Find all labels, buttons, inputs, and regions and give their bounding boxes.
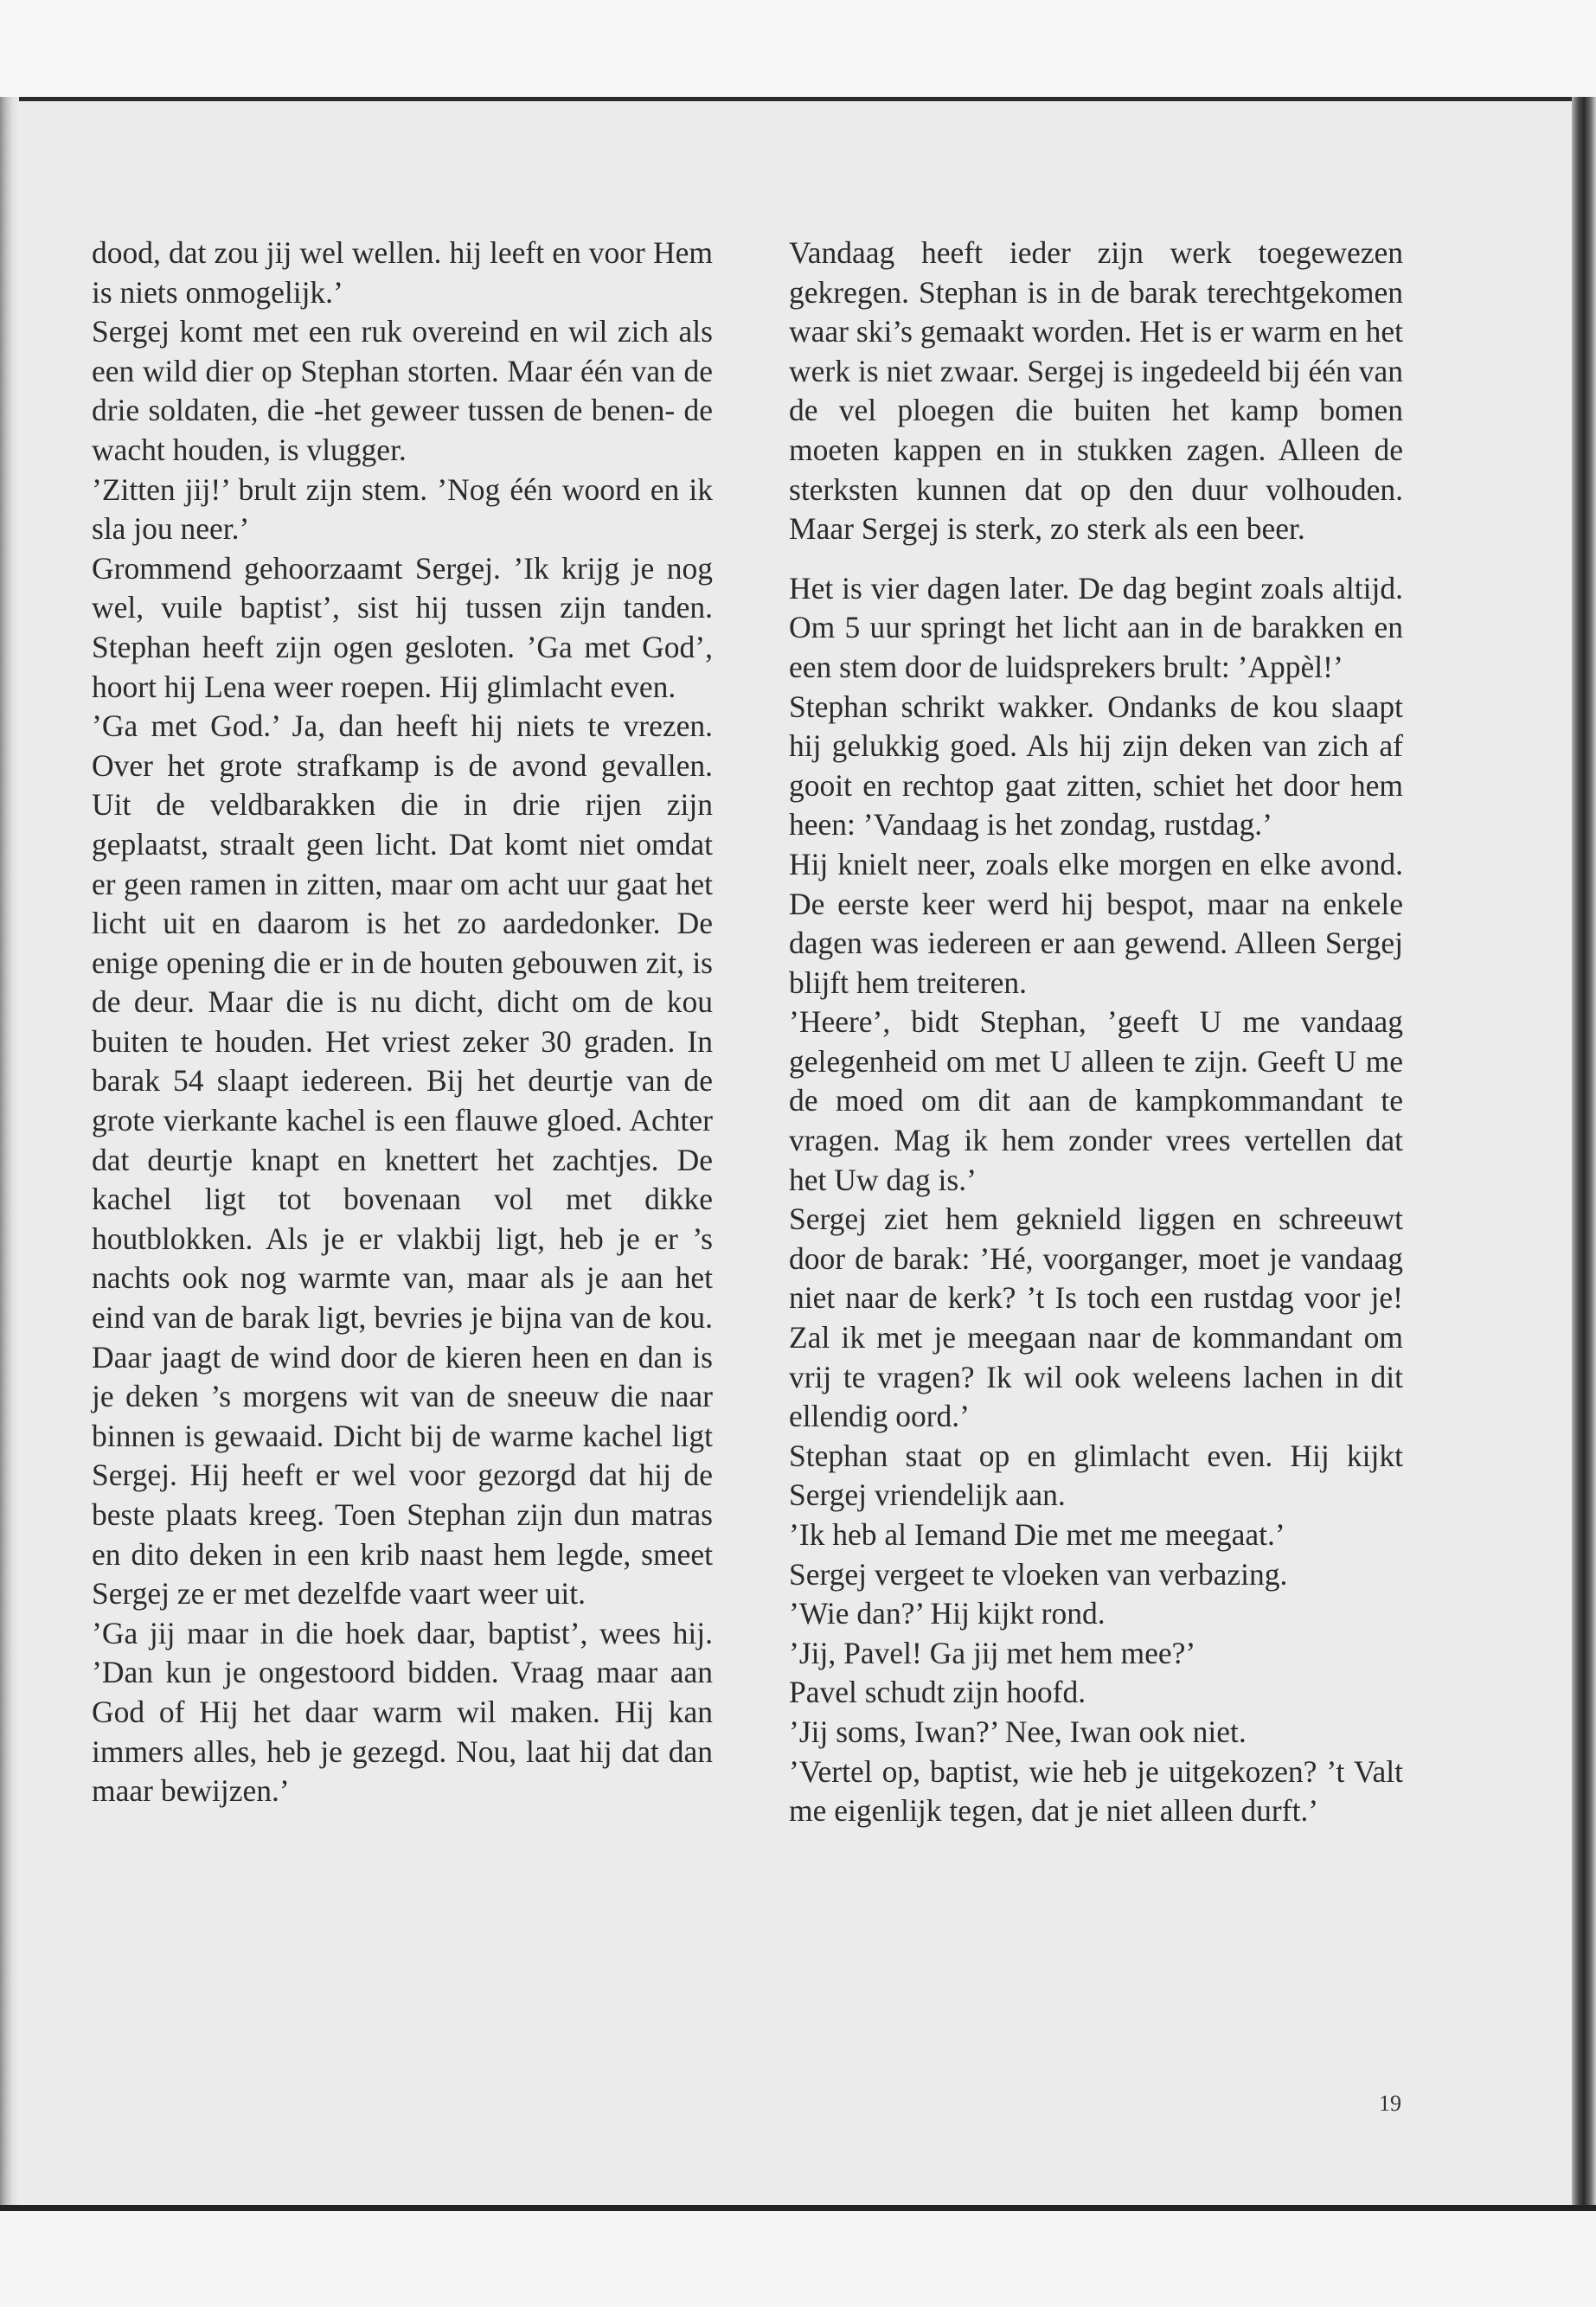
paragraph: Sergej ziet hem geknield liggen en schreeuwt door de barak: ’Hé, voorganger, moet je vandaag niet naar de kerk? ’t Is toch een rustdag voor je! Zal ik met je meegaan naar de kommandant om vrij te vragen? Ik wil ook weleens lachen in dit ellendig oord.’: [789, 1202, 1403, 1434]
right-text-column: [789, 234, 1403, 1831]
page-number: 19: [1379, 2091, 1401, 2116]
paragraph: ’Vertel op, baptist, wie heb je uitgekozen? ’t Valt me eigenlijk tegen, dat je niet alleen durft.’: [789, 1753, 1403, 1829]
left-text-column: [92, 234, 713, 1811]
paragraph: ’Zitten jij!’ brult zijn stem. ’Nog één woord en ik sla jou neer.’: [92, 471, 713, 547]
paragraph: Vandaag heeft ieder zijn werk toegewezen gekregen. Stephan is in de barak terechtgekomen waar ski’s gemaakt worden. Het is er warm en het werk is niet zwaar. Sergej is ingedeeld bij één van de vel ploegen die buiten het kamp bomen moeten kappen en in stukken zagen. Alleen de sterksten kunnen dat op den duur volhouden. Maar Sergej is sterk, zo sterk als een beer.: [789, 235, 1403, 547]
paragraph: ’Wie dan?’ Hij kijkt rond.: [789, 1596, 1106, 1631]
paragraph: ’Ik heb al Iemand Die met me meegaat.’: [789, 1517, 1285, 1552]
paragraph: ’Jij, Pavel! Ga jij met hem mee?’: [789, 1635, 1196, 1670]
page-left-shadow: [0, 97, 19, 2208]
paragraph: dood, dat zou jij wel wellen. hij leeft en voor Hem is niets onmogelijk.’: [92, 235, 713, 310]
paragraph: ’Heere’, bidt Stephan, ’geeft U me vandaag gelegenheid om met U alleen te zijn. Geeft U me de moed om dit aan de kampkommandant te vragen. Mag ik hem zonder vrees vertellen dat het Uw dag is.’: [789, 1004, 1403, 1197]
paragraph: Grommend gehoorzaamt Sergej. ’Ik krijg je nog wel, vuile baptist’, sist hij tussen zijn tanden. Stephan heeft zijn ogen gesloten. ’Ga met God’, hoort hij Lena weer roepen. Hij glimlacht even.: [92, 550, 713, 704]
paragraph: Stephan schrikt wakker. Ondanks de kou slaapt hij gelukkig goed. Als hij zijn deken van zich af gooit en rechtop gaat zitten, schiet het door hem heen: ’Vandaag is het zondag, rustdag.’: [789, 689, 1403, 843]
paragraph: ’Ga met God.’ Ja, dan heeft hij niets te vrezen. Over het grote strafkamp is de avond gevallen. Uit de veldbarakken die in drie rijen zijn geplaatst, straalt geen licht. Dat komt niet omdat er geen ramen in zitten, maar om acht uur gaat het licht uit en daarom is het zo aardedonker. De enige opening die er in de houten gebouwen zit, is de deur. Maar die is nu dicht, dicht om de kou buiten te houden. Het vriest zeker 30 graden. In barak 54 slaapt iedereen. Bij het deurtje van de grote vierkante kachel is een flauwe gloed. Achter dat deurtje knapt en knettert het zachtjes. De kachel ligt tot bovenaan vol met dikke houtblokken. Als je er vlakbij ligt, heb je er ’s nachts ook nog warmte van, maar als je aan het eind van de barak ligt, bevries je bijna van de kou. Daar jaagt de wind door de kieren heen en dan is je deken ’s morgens wit van de sneeuw die naar binnen is gewaaid. Dicht bij de warme kachel ligt Sergej. Hij heeft er wel voor gezorgd dat hij de beste plaats kreeg. Toen Stephan zijn dun matras en dito deken in een krib naast hem legde, smeet Sergej ze er met dezelfde vaart weer uit.: [92, 708, 713, 1612]
book-binding-edge: [1572, 97, 1596, 2208]
paragraph: Sergej komt met een ruk overeind en wil zich als een wild dier op Stephan storten. Maar één van de drie soldaten, die -het geweer tussen de benen- de wacht houden, is vlugger.: [92, 314, 713, 467]
scan-top-margin: [0, 0, 1596, 101]
scan-bottom-margin: [0, 2205, 1596, 2307]
paragraph: Sergej vergeet te vloeken van verbazing.: [789, 1556, 1288, 1592]
paragraph: Stephan staat op en glimlacht even. Hij kijkt Sergej vriendelijk aan.: [789, 1438, 1403, 1513]
paragraph: ’Jij soms, Iwan?’ Nee, Iwan ook niet.: [789, 1714, 1247, 1749]
paragraph: ’Ga jij maar in die hoek daar, baptist’, wees hij. ’Dan kun je ongestoord bidden. Vraag maar aan God of Hij het daar warm wil maken. Hij kan immers alles, heb je gezegd. Nou, laat hij dat dan maar bewijzen.’: [92, 1615, 713, 1809]
paragraph: Het is vier dagen later. De dag begint zoals altijd. Om 5 uur springt het licht aan in de barakken en een stem door de luidsprekers brult: ’Appèl!’: [789, 570, 1403, 684]
paragraph: Pavel schudt zijn hoofd.: [789, 1675, 1086, 1710]
paragraph: Hij knielt neer, zoals elke morgen en elke avond. De eerste keer werd hij bespot, maar na enkele dagen was iedereen er aan gewend. Alleen Sergej blijft hem treiteren.: [789, 846, 1403, 1000]
